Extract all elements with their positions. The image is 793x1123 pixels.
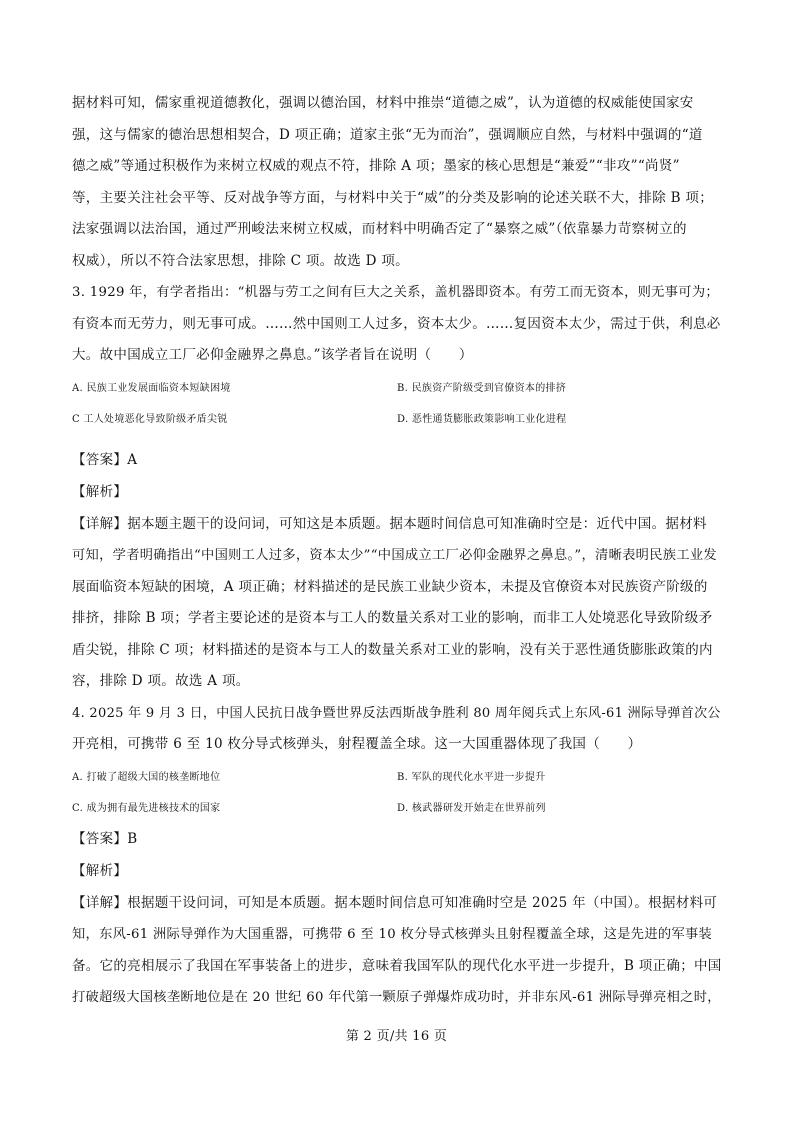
options-row [72, 761, 722, 793]
detail-line: 【详解】根据题干设问词，可知是本质题。据本题时间信息可知准确时空是 2025 年（中国）。根据材料可 [72, 894, 718, 911]
text-line: 据材料可知，儒家重视道德教化，强调以德治国，材料中推崇“道德之威”，认为道德的权威能使国家安 [72, 95, 694, 111]
question-4 [72, 698, 722, 1014]
question-stem-line: 大。故中国成立工厂必仰金融界之鼻息。”该学者旨在说明（ ） [72, 347, 473, 363]
answer-label: 【答案】A [72, 451, 138, 468]
option-a: A. 民族工业发展面临资本短缺困境 [72, 382, 231, 394]
question-stem-line: 开亮相，可携带 6 至 10 枚分导式核弹头，射程覆盖全球。这一大国重器体现了我国（ ） [72, 736, 642, 752]
detail-line: 知，东风-61 洲际导弹作为大国重器，可携带 6 至 10 枚分导式核弹头且射程覆盖全球，这是先进的军事装 [72, 927, 713, 942]
detail-line: 【详解】据本题主题干的设问词，可知这是本质题。据本题时间信息可知准确时空是：近代中国。据材料 [72, 515, 707, 532]
text-line: 法家强调以法治国，通过严刑峻法来树立权威，而材料中明确否定了“暴察之威”（依靠暴力苛察树立的 [72, 221, 687, 237]
analysis-label: 【解析】 [72, 483, 128, 500]
page-number-footer: 第 2 页/共 16 页 [345, 1029, 448, 1044]
option-d: D. 恶性通货膨胀政策影响工业化进程 [397, 414, 567, 425]
detail-line: 可知，学者明确指出“中国则工人过多，资本太少”“中国成立工厂必仰金融界之鼻息。”，清晰表明民族工业发 [72, 548, 717, 563]
option-a: A. 打破了超级大国的核垄断地位 [72, 771, 221, 783]
detail-line: 容，排除 D 项。故选 A 项。 [72, 673, 250, 689]
option-c: C 工人处境恶化导致阶级矛盾尖锐 [72, 414, 228, 425]
detail-line: 排挤，排除 B 项；学者主要论述的是资本与工人的数量关系对工业的影响，而非工人处境恶化导致阶级矛 [72, 610, 713, 626]
detail-line: 打破超级大国核垄断地位是在 20 世纪 60 年代第一颗原子弹爆炸成功时，并非东风-61 洲际导弹亮相之时， [72, 990, 721, 1005]
option-b: B. 民族资产阶级受到官僚资本的排挤 [397, 382, 567, 394]
question-stem-line: 3. 1929 年，有学者指出：“机器与劳工之间有巨大之关系，盖机器即资本。有劳工而无资本，则无事可为； [72, 285, 719, 300]
detail-line: 盾尖锐，排除 C 项；材料描述的是资本与工人的数量关系对工业的影响，没有关于恶性通货膨胀政策的内 [72, 641, 713, 658]
option-b: B. 军队的现代化水平进一步提升 [397, 771, 546, 783]
text-line: 等，主要关注社会平等、反对战争等方面，与材料中关于“威”的分类及影响的论述关联不大，排除 B 项； [72, 189, 714, 206]
question-3 [72, 277, 722, 698]
question-stem-line: 4. 2025 年 9 月 3 日，中国人民抗日战争暨世界反法西斯战争胜利 80 周年阅兵式上东风-61 洲际导弹首次公 [72, 705, 721, 721]
text-line: 德之威”等通过积极作为来树立权威的观点不符，排除 A 项；墨家的核心思想是“兼爱”“非攻”“尚贤” [72, 158, 680, 174]
answer-label: 【答案】B [72, 830, 138, 847]
page-content [72, 88, 722, 1014]
text-line: 权威），所以不符合法家思想，排除 C 项。故选 D 项。 [72, 252, 409, 269]
question-stem-line: 有资本而无劳力，则无事可成。……然中国则工人过多，资本太少。……复因资本太少，需过于供，利息必 [72, 315, 721, 332]
text-line: 强，这与儒家的德治思想相契合，D 项正确；道家主张“无为而治”，强调顺应自然，与材料中强调的“道 [72, 126, 703, 143]
options-row [72, 403, 722, 435]
detail-line: 展面临资本短缺的困境，A 项正确；材料描述的是民族工业缺少资本，未提及官僚资本对民族资产阶级的 [72, 578, 708, 595]
option-c: C. 成为拥有最先进核技术的国家 [72, 803, 221, 814]
options-row [72, 372, 722, 404]
detail-line: 备。它的亮相展示了我国在军事装备上的进步，意味着我国军队的现代化水平进一步提升，B 项正确；中国 [72, 957, 722, 974]
options-row [72, 792, 722, 824]
previous-analysis-continuation [72, 88, 722, 277]
analysis-label: 【解析】 [72, 862, 128, 879]
option-d: D. 核武器研发开始走在世界前列 [397, 803, 546, 814]
